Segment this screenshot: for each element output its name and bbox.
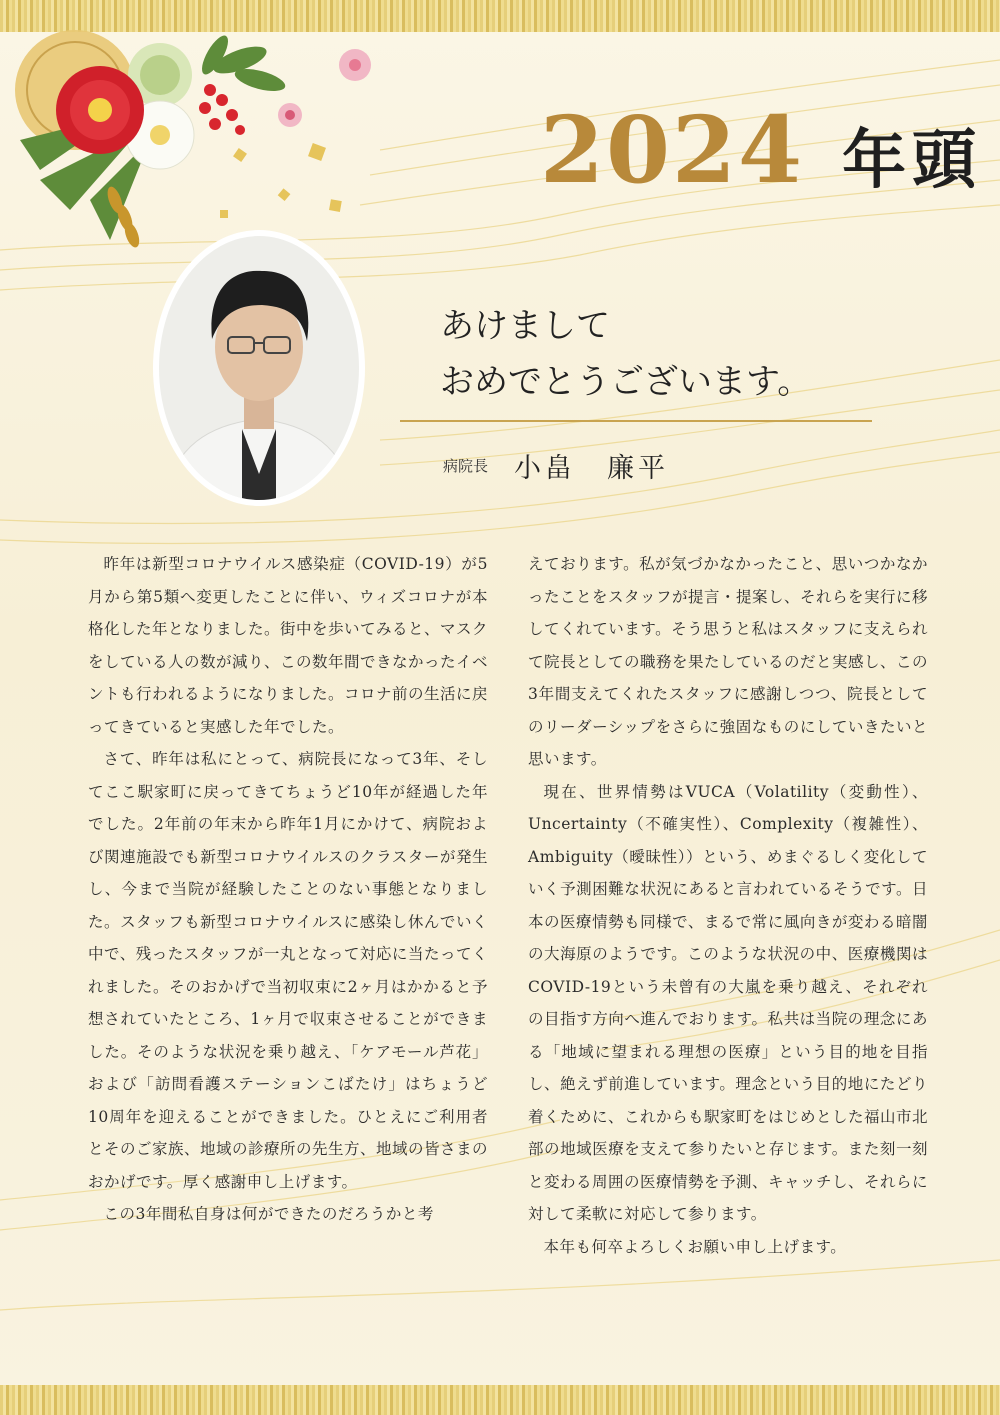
title-year: 2024 — [540, 96, 805, 204]
paragraph: 本年も何卒よろしくお願い申し上げます。 — [543, 1237, 847, 1256]
message-column-right — [528, 548, 928, 1263]
new-year-flower-decoration — [0, 20, 380, 260]
bottom-gold-band — [0, 1385, 1000, 1415]
signature-title: 病院長 — [443, 457, 489, 475]
paragraph: この3年間私自身は何ができたのだろうかと考 — [103, 1205, 434, 1223]
message-column-left — [88, 548, 488, 1231]
signature-name: 小畠 廉平 — [514, 453, 670, 484]
director-portrait — [152, 229, 366, 507]
paragraph: 昨年は新型コロナウイルス感染症（COVID-19）が5月から第5類へ変更したことに伴い、ウィズコロナが本格化した年となりました。街中を歩いてみると、マスクをしている人の数が減り、この数年間できなかったイベントも行われるようになりました。コロナ前の生活に戻ってきていると実感した年でした。 — [88, 555, 489, 736]
paragraph: 現在、世界情勢はVUCA（Volatility（変動性）、Uncertainty（不確実性）、Complexity（複雑性）、Ambiguity（曖昧性））という、めまぐるしく変化していく予測困難な状況にあると言われているそうです。日本の医療情勢も同様で、まるで常に風向きが変わる暗闇の大海原のようです。このような状況の中、医療機関はCOVID-19という未曾有の大嵐を乗り越え、それぞれの目指す方向へ進んでおります。私共は当院の理念にある「地域に望まれる理想の医療」という目的地を目指し、絶えず前進しています。理念という目的地にたどり着くために、これからも駅家町をはじめとした福山市北部の地域医療を支えて参りたいと存じます。また刻一刻と変わる周囲の医療情勢を予測、キャッチし、それらに対して柔軟に対応して参ります。 — [528, 782, 929, 1223]
paragraph: さて、昨年は私にとって、病院長になって3年、そしてここ駅家町に戻ってきてちょうど10年が経過した年でした。2年前の年末から昨年1月にかけて、病院および関連施設でも新型コロナウイルスのクラスターが発生し、今まで当院が経験したことのない事態となりました。スタッフも新型コロナウイルスに感染し休んでいく中で、残ったスタッフが一丸となって対応に当たってくれました。そのおかげで当初収束に2ヶ月はかかると予想されていたところ、1ヶ月で収束させることができました。そのような状況を乗り越え、「ケアモール芦花」および「訪問看護ステーションこばたけ」はちょうど10周年を迎えることができました。ひとえにご利用者とそのご家族、地域の診療所の先生方、地域の皆さまのおかげです。厚く感謝申し上げます。 — [88, 750, 489, 1191]
greeting-line-1: あけまして — [440, 306, 610, 346]
new-year-greeting — [440, 298, 811, 410]
gold-divider — [400, 420, 872, 422]
page-title — [540, 96, 982, 204]
title-label: 年頭 — [842, 123, 983, 198]
signature — [443, 446, 669, 485]
greeting-line-2: おめでとうございます。 — [440, 362, 812, 402]
paragraph-continued: えております。私が気づかなかったこと、思いつかなかったことをスタッフが提言・提案し、それらを実行に移してくれています。そう思うと私はスタッフに支えられて院長としての職務を果たしているのだと実感し、この3年間支えてくれたスタッフに感謝しつつ、院長としてのリーダーシップをさらに強固なものにしていきたいと思います。 — [528, 555, 929, 768]
